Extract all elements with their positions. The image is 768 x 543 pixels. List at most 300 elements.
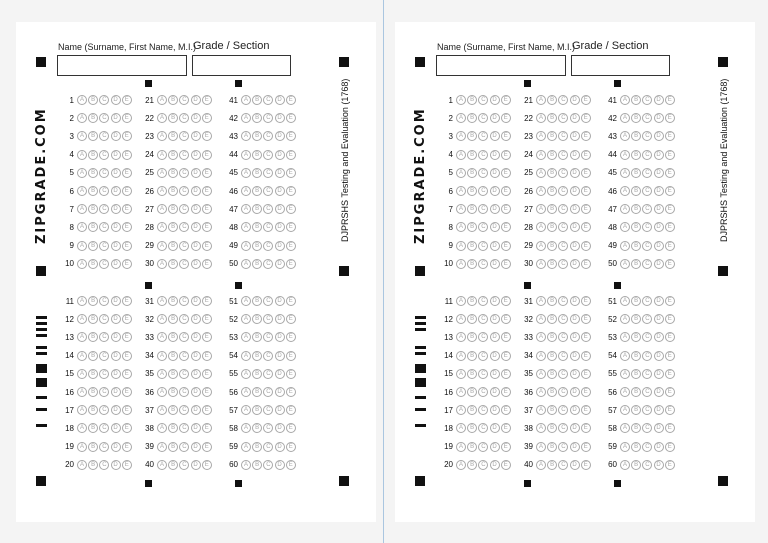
answer-bubble-a[interactable]: A [77, 150, 87, 160]
answer-bubble-e[interactable]: E [501, 168, 511, 178]
answer-bubble-d[interactable]: D [111, 95, 121, 105]
answer-bubble-b[interactable]: B [467, 168, 477, 178]
answer-bubble-e[interactable]: E [581, 259, 591, 269]
answer-bubble-b[interactable]: B [88, 204, 98, 214]
answer-bubble-e[interactable]: E [665, 351, 675, 361]
answer-bubble-c[interactable]: C [263, 369, 273, 379]
answer-bubble-a[interactable]: A [157, 186, 167, 196]
answer-bubble-e[interactable]: E [665, 241, 675, 251]
answer-bubble-c[interactable]: C [263, 131, 273, 141]
answer-bubble-b[interactable]: B [252, 131, 262, 141]
answer-bubble-b[interactable]: B [168, 95, 178, 105]
answer-bubble-e[interactable]: E [501, 95, 511, 105]
answer-bubble-e[interactable]: E [501, 241, 511, 251]
answer-bubble-c[interactable]: C [263, 259, 273, 269]
answer-bubble-c[interactable]: C [263, 222, 273, 232]
answer-bubble-a[interactable]: A [157, 296, 167, 306]
answer-bubble-a[interactable]: A [157, 222, 167, 232]
answer-bubble-b[interactable]: B [467, 113, 477, 123]
answer-bubble-c[interactable]: C [263, 95, 273, 105]
answer-bubble-a[interactable]: A [620, 442, 630, 452]
answer-bubble-d[interactable]: D [111, 259, 121, 269]
answer-bubble-e[interactable]: E [202, 369, 212, 379]
answer-bubble-d[interactable]: D [654, 113, 664, 123]
answer-bubble-e[interactable]: E [122, 296, 132, 306]
answer-bubble-c[interactable]: C [179, 314, 189, 324]
answer-bubble-e[interactable]: E [202, 296, 212, 306]
answer-bubble-b[interactable]: B [88, 296, 98, 306]
answer-bubble-d[interactable]: D [275, 332, 285, 342]
answer-bubble-d[interactable]: D [654, 369, 664, 379]
answer-bubble-b[interactable]: B [168, 442, 178, 452]
answer-bubble-a[interactable]: A [157, 460, 167, 470]
answer-bubble-e[interactable]: E [501, 387, 511, 397]
answer-bubble-b[interactable]: B [252, 405, 262, 415]
answer-bubble-b[interactable]: B [631, 405, 641, 415]
answer-bubble-a[interactable]: A [77, 113, 87, 123]
answer-bubble-b[interactable]: B [631, 423, 641, 433]
answer-bubble-d[interactable]: D [275, 204, 285, 214]
answer-bubble-a[interactable]: A [536, 423, 546, 433]
answer-bubble-e[interactable]: E [122, 442, 132, 452]
answer-bubble-c[interactable]: C [642, 259, 652, 269]
answer-bubble-a[interactable]: A [536, 332, 546, 342]
answer-bubble-d[interactable]: D [654, 95, 664, 105]
answer-bubble-a[interactable]: A [536, 241, 546, 251]
answer-bubble-e[interactable]: E [665, 442, 675, 452]
answer-bubble-c[interactable]: C [478, 204, 488, 214]
answer-bubble-a[interactable]: A [241, 113, 251, 123]
answer-bubble-d[interactable]: D [490, 150, 500, 160]
answer-bubble-a[interactable]: A [241, 442, 251, 452]
answer-bubble-e[interactable]: E [122, 314, 132, 324]
answer-bubble-e[interactable]: E [202, 222, 212, 232]
answer-bubble-b[interactable]: B [467, 95, 477, 105]
answer-bubble-a[interactable]: A [241, 150, 251, 160]
answer-bubble-a[interactable]: A [536, 405, 546, 415]
answer-bubble-e[interactable]: E [122, 150, 132, 160]
answer-bubble-d[interactable]: D [191, 186, 201, 196]
answer-bubble-c[interactable]: C [642, 113, 652, 123]
answer-bubble-e[interactable]: E [286, 241, 296, 251]
answer-bubble-e[interactable]: E [665, 332, 675, 342]
answer-bubble-b[interactable]: B [252, 296, 262, 306]
answer-bubble-a[interactable]: A [456, 131, 466, 141]
answer-bubble-d[interactable]: D [654, 351, 664, 361]
answer-bubble-a[interactable]: A [77, 296, 87, 306]
answer-bubble-c[interactable]: C [478, 113, 488, 123]
answer-bubble-e[interactable]: E [122, 332, 132, 342]
answer-bubble-b[interactable]: B [547, 150, 557, 160]
answer-bubble-b[interactable]: B [631, 259, 641, 269]
answer-bubble-a[interactable]: A [77, 186, 87, 196]
answer-bubble-d[interactable]: D [111, 351, 121, 361]
answer-bubble-a[interactable]: A [157, 332, 167, 342]
answer-bubble-b[interactable]: B [252, 442, 262, 452]
answer-bubble-a[interactable]: A [620, 150, 630, 160]
answer-bubble-e[interactable]: E [202, 351, 212, 361]
answer-bubble-e[interactable]: E [665, 387, 675, 397]
answer-bubble-e[interactable]: E [665, 259, 675, 269]
answer-bubble-b[interactable]: B [547, 351, 557, 361]
answer-bubble-e[interactable]: E [122, 222, 132, 232]
answer-bubble-b[interactable]: B [631, 351, 641, 361]
answer-bubble-d[interactable]: D [490, 204, 500, 214]
answer-bubble-c[interactable]: C [99, 405, 109, 415]
answer-bubble-a[interactable]: A [241, 423, 251, 433]
answer-bubble-c[interactable]: C [558, 241, 568, 251]
name-field[interactable] [436, 55, 566, 76]
answer-bubble-d[interactable]: D [111, 131, 121, 141]
answer-bubble-d[interactable]: D [111, 423, 121, 433]
answer-bubble-e[interactable]: E [122, 186, 132, 196]
answer-bubble-d[interactable]: D [111, 460, 121, 470]
answer-bubble-d[interactable]: D [275, 150, 285, 160]
answer-bubble-d[interactable]: D [191, 442, 201, 452]
answer-bubble-b[interactable]: B [631, 150, 641, 160]
answer-bubble-c[interactable]: C [179, 95, 189, 105]
answer-bubble-a[interactable]: A [620, 204, 630, 214]
answer-bubble-e[interactable]: E [202, 241, 212, 251]
answer-bubble-a[interactable]: A [456, 387, 466, 397]
answer-bubble-c[interactable]: C [263, 314, 273, 324]
answer-bubble-e[interactable]: E [581, 113, 591, 123]
answer-bubble-b[interactable]: B [168, 405, 178, 415]
answer-bubble-a[interactable]: A [157, 150, 167, 160]
answer-bubble-d[interactable]: D [490, 186, 500, 196]
answer-bubble-c[interactable]: C [558, 95, 568, 105]
answer-bubble-a[interactable]: A [536, 95, 546, 105]
answer-bubble-d[interactable]: D [570, 460, 580, 470]
answer-bubble-c[interactable]: C [642, 131, 652, 141]
answer-bubble-a[interactable]: A [241, 168, 251, 178]
answer-bubble-c[interactable]: C [558, 442, 568, 452]
answer-bubble-b[interactable]: B [467, 460, 477, 470]
answer-bubble-d[interactable]: D [275, 351, 285, 361]
answer-bubble-c[interactable]: C [179, 387, 189, 397]
answer-bubble-b[interactable]: B [467, 296, 477, 306]
answer-bubble-d[interactable]: D [654, 222, 664, 232]
answer-bubble-c[interactable]: C [179, 460, 189, 470]
answer-bubble-d[interactable]: D [111, 168, 121, 178]
answer-bubble-e[interactable]: E [286, 95, 296, 105]
answer-bubble-b[interactable]: B [547, 241, 557, 251]
answer-bubble-d[interactable]: D [275, 296, 285, 306]
answer-bubble-b[interactable]: B [547, 423, 557, 433]
answer-bubble-a[interactable]: A [241, 314, 251, 324]
answer-bubble-e[interactable]: E [286, 186, 296, 196]
answer-bubble-e[interactable]: E [581, 150, 591, 160]
answer-bubble-b[interactable]: B [547, 442, 557, 452]
answer-bubble-c[interactable]: C [478, 259, 488, 269]
answer-bubble-b[interactable]: B [467, 241, 477, 251]
answer-bubble-b[interactable]: B [631, 95, 641, 105]
answer-bubble-e[interactable]: E [581, 186, 591, 196]
answer-bubble-a[interactable]: A [456, 222, 466, 232]
answer-bubble-e[interactable]: E [665, 113, 675, 123]
answer-bubble-c[interactable]: C [99, 332, 109, 342]
answer-bubble-e[interactable]: E [581, 351, 591, 361]
answer-bubble-d[interactable]: D [111, 314, 121, 324]
answer-bubble-b[interactable]: B [168, 369, 178, 379]
answer-bubble-d[interactable]: D [275, 113, 285, 123]
answer-bubble-c[interactable]: C [558, 387, 568, 397]
answer-bubble-d[interactable]: D [654, 460, 664, 470]
answer-bubble-e[interactable]: E [122, 387, 132, 397]
answer-bubble-e[interactable]: E [501, 351, 511, 361]
answer-bubble-e[interactable]: E [286, 332, 296, 342]
answer-bubble-c[interactable]: C [263, 150, 273, 160]
answer-bubble-b[interactable]: B [88, 387, 98, 397]
answer-bubble-e[interactable]: E [501, 259, 511, 269]
answer-bubble-b[interactable]: B [252, 460, 262, 470]
answer-bubble-d[interactable]: D [111, 150, 121, 160]
answer-bubble-d[interactable]: D [654, 387, 664, 397]
grade-section-field[interactable] [571, 55, 670, 76]
answer-bubble-d[interactable]: D [275, 186, 285, 196]
answer-bubble-e[interactable]: E [665, 423, 675, 433]
answer-bubble-a[interactable]: A [157, 423, 167, 433]
answer-bubble-d[interactable]: D [570, 296, 580, 306]
answer-bubble-a[interactable]: A [456, 460, 466, 470]
answer-bubble-b[interactable]: B [252, 314, 262, 324]
answer-bubble-b[interactable]: B [547, 387, 557, 397]
answer-bubble-e[interactable]: E [501, 369, 511, 379]
answer-bubble-e[interactable]: E [665, 131, 675, 141]
answer-bubble-b[interactable]: B [547, 332, 557, 342]
answer-bubble-c[interactable]: C [99, 222, 109, 232]
answer-bubble-c[interactable]: C [642, 387, 652, 397]
answer-bubble-d[interactable]: D [570, 314, 580, 324]
answer-bubble-d[interactable]: D [490, 296, 500, 306]
answer-bubble-c[interactable]: C [263, 241, 273, 251]
answer-bubble-d[interactable]: D [191, 259, 201, 269]
answer-bubble-c[interactable]: C [263, 460, 273, 470]
answer-bubble-c[interactable]: C [558, 259, 568, 269]
answer-bubble-e[interactable]: E [665, 369, 675, 379]
answer-bubble-d[interactable]: D [111, 222, 121, 232]
answer-bubble-a[interactable]: A [77, 314, 87, 324]
answer-bubble-d[interactable]: D [490, 387, 500, 397]
answer-bubble-a[interactable]: A [536, 222, 546, 232]
answer-bubble-e[interactable]: E [202, 186, 212, 196]
answer-bubble-b[interactable]: B [631, 442, 641, 452]
answer-bubble-c[interactable]: C [478, 95, 488, 105]
answer-bubble-a[interactable]: A [620, 296, 630, 306]
answer-bubble-e[interactable]: E [286, 423, 296, 433]
answer-bubble-a[interactable]: A [77, 332, 87, 342]
answer-bubble-e[interactable]: E [122, 131, 132, 141]
answer-bubble-d[interactable]: D [275, 131, 285, 141]
answer-bubble-c[interactable]: C [642, 460, 652, 470]
answer-bubble-a[interactable]: A [620, 95, 630, 105]
answer-bubble-e[interactable]: E [581, 387, 591, 397]
answer-bubble-b[interactable]: B [631, 369, 641, 379]
answer-bubble-c[interactable]: C [263, 387, 273, 397]
answer-bubble-d[interactable]: D [111, 369, 121, 379]
answer-bubble-d[interactable]: D [654, 332, 664, 342]
answer-bubble-b[interactable]: B [547, 95, 557, 105]
answer-bubble-a[interactable]: A [77, 131, 87, 141]
answer-bubble-e[interactable]: E [286, 150, 296, 160]
answer-bubble-a[interactable]: A [620, 186, 630, 196]
answer-bubble-c[interactable]: C [99, 95, 109, 105]
answer-bubble-a[interactable]: A [536, 460, 546, 470]
answer-bubble-e[interactable]: E [286, 113, 296, 123]
answer-bubble-a[interactable]: A [157, 259, 167, 269]
answer-bubble-a[interactable]: A [620, 113, 630, 123]
answer-bubble-d[interactable]: D [490, 222, 500, 232]
answer-bubble-b[interactable]: B [88, 351, 98, 361]
answer-bubble-b[interactable]: B [467, 405, 477, 415]
answer-bubble-b[interactable]: B [547, 296, 557, 306]
answer-bubble-c[interactable]: C [99, 460, 109, 470]
answer-bubble-c[interactable]: C [558, 131, 568, 141]
answer-bubble-c[interactable]: C [558, 332, 568, 342]
answer-bubble-c[interactable]: C [642, 241, 652, 251]
answer-bubble-b[interactable]: B [252, 186, 262, 196]
answer-bubble-d[interactable]: D [275, 168, 285, 178]
answer-bubble-b[interactable]: B [467, 204, 477, 214]
answer-bubble-e[interactable]: E [665, 296, 675, 306]
answer-bubble-b[interactable]: B [547, 131, 557, 141]
answer-bubble-d[interactable]: D [654, 259, 664, 269]
answer-bubble-b[interactable]: B [631, 131, 641, 141]
answer-bubble-d[interactable]: D [275, 423, 285, 433]
answer-bubble-b[interactable]: B [168, 351, 178, 361]
answer-bubble-d[interactable]: D [654, 241, 664, 251]
answer-bubble-e[interactable]: E [501, 314, 511, 324]
answer-bubble-e[interactable]: E [501, 222, 511, 232]
answer-bubble-c[interactable]: C [99, 150, 109, 160]
answer-bubble-c[interactable]: C [263, 113, 273, 123]
answer-bubble-e[interactable]: E [202, 387, 212, 397]
answer-bubble-e[interactable]: E [286, 314, 296, 324]
answer-bubble-d[interactable]: D [490, 351, 500, 361]
answer-bubble-c[interactable]: C [99, 113, 109, 123]
answer-bubble-e[interactable]: E [581, 423, 591, 433]
answer-bubble-e[interactable]: E [286, 296, 296, 306]
answer-bubble-c[interactable]: C [642, 95, 652, 105]
answer-bubble-c[interactable]: C [179, 241, 189, 251]
answer-bubble-b[interactable]: B [168, 314, 178, 324]
answer-bubble-c[interactable]: C [642, 204, 652, 214]
answer-bubble-e[interactable]: E [122, 423, 132, 433]
answer-bubble-e[interactable]: E [122, 351, 132, 361]
answer-bubble-b[interactable]: B [631, 168, 641, 178]
answer-bubble-a[interactable]: A [241, 259, 251, 269]
answer-bubble-d[interactable]: D [570, 168, 580, 178]
answer-bubble-c[interactable]: C [99, 259, 109, 269]
answer-bubble-b[interactable]: B [88, 442, 98, 452]
answer-bubble-d[interactable]: D [275, 405, 285, 415]
answer-bubble-a[interactable]: A [536, 168, 546, 178]
answer-bubble-b[interactable]: B [631, 460, 641, 470]
answer-bubble-b[interactable]: B [88, 150, 98, 160]
answer-bubble-e[interactable]: E [122, 168, 132, 178]
answer-bubble-b[interactable]: B [631, 314, 641, 324]
answer-bubble-a[interactable]: A [77, 369, 87, 379]
answer-bubble-a[interactable]: A [620, 369, 630, 379]
answer-bubble-e[interactable]: E [665, 460, 675, 470]
answer-bubble-e[interactable]: E [286, 405, 296, 415]
answer-bubble-d[interactable]: D [111, 442, 121, 452]
answer-bubble-b[interactable]: B [252, 95, 262, 105]
answer-bubble-b[interactable]: B [631, 296, 641, 306]
answer-bubble-a[interactable]: A [157, 95, 167, 105]
answer-bubble-c[interactable]: C [642, 332, 652, 342]
answer-bubble-a[interactable]: A [157, 113, 167, 123]
answer-bubble-a[interactable]: A [77, 387, 87, 397]
answer-bubble-a[interactable]: A [536, 369, 546, 379]
answer-bubble-b[interactable]: B [88, 314, 98, 324]
answer-bubble-b[interactable]: B [467, 351, 477, 361]
answer-bubble-c[interactable]: C [99, 204, 109, 214]
answer-bubble-e[interactable]: E [202, 150, 212, 160]
answer-bubble-e[interactable]: E [286, 222, 296, 232]
answer-bubble-c[interactable]: C [558, 314, 568, 324]
answer-bubble-b[interactable]: B [547, 460, 557, 470]
answer-bubble-a[interactable]: A [620, 405, 630, 415]
answer-bubble-d[interactable]: D [191, 113, 201, 123]
answer-bubble-e[interactable]: E [286, 131, 296, 141]
answer-bubble-c[interactable]: C [642, 442, 652, 452]
answer-bubble-e[interactable]: E [286, 387, 296, 397]
answer-bubble-b[interactable]: B [547, 369, 557, 379]
answer-bubble-a[interactable]: A [620, 314, 630, 324]
answer-bubble-a[interactable]: A [536, 314, 546, 324]
answer-bubble-d[interactable]: D [191, 332, 201, 342]
answer-bubble-b[interactable]: B [168, 168, 178, 178]
answer-bubble-a[interactable]: A [536, 351, 546, 361]
answer-bubble-b[interactable]: B [631, 241, 641, 251]
answer-bubble-b[interactable]: B [467, 131, 477, 141]
answer-bubble-e[interactable]: E [665, 186, 675, 196]
answer-bubble-c[interactable]: C [179, 150, 189, 160]
answer-bubble-b[interactable]: B [252, 369, 262, 379]
answer-bubble-c[interactable]: C [99, 131, 109, 141]
answer-bubble-c[interactable]: C [179, 113, 189, 123]
answer-bubble-b[interactable]: B [467, 150, 477, 160]
answer-bubble-c[interactable]: C [558, 113, 568, 123]
answer-bubble-d[interactable]: D [570, 204, 580, 214]
answer-bubble-e[interactable]: E [202, 442, 212, 452]
answer-bubble-b[interactable]: B [168, 150, 178, 160]
answer-bubble-e[interactable]: E [286, 460, 296, 470]
answer-bubble-a[interactable]: A [536, 204, 546, 214]
answer-bubble-d[interactable]: D [490, 113, 500, 123]
answer-bubble-e[interactable]: E [501, 296, 511, 306]
answer-bubble-a[interactable]: A [456, 442, 466, 452]
answer-bubble-d[interactable]: D [275, 222, 285, 232]
answer-bubble-d[interactable]: D [191, 369, 201, 379]
answer-bubble-a[interactable]: A [536, 387, 546, 397]
answer-bubble-c[interactable]: C [558, 423, 568, 433]
answer-bubble-b[interactable]: B [547, 186, 557, 196]
answer-bubble-e[interactable]: E [501, 150, 511, 160]
answer-bubble-d[interactable]: D [191, 131, 201, 141]
answer-bubble-b[interactable]: B [168, 296, 178, 306]
answer-bubble-a[interactable]: A [620, 351, 630, 361]
answer-bubble-d[interactable]: D [490, 241, 500, 251]
answer-bubble-d[interactable]: D [111, 241, 121, 251]
answer-bubble-e[interactable]: E [581, 442, 591, 452]
answer-bubble-d[interactable]: D [654, 405, 664, 415]
answer-bubble-b[interactable]: B [88, 95, 98, 105]
answer-bubble-d[interactable]: D [111, 204, 121, 214]
answer-bubble-a[interactable]: A [241, 95, 251, 105]
answer-bubble-e[interactable]: E [501, 460, 511, 470]
